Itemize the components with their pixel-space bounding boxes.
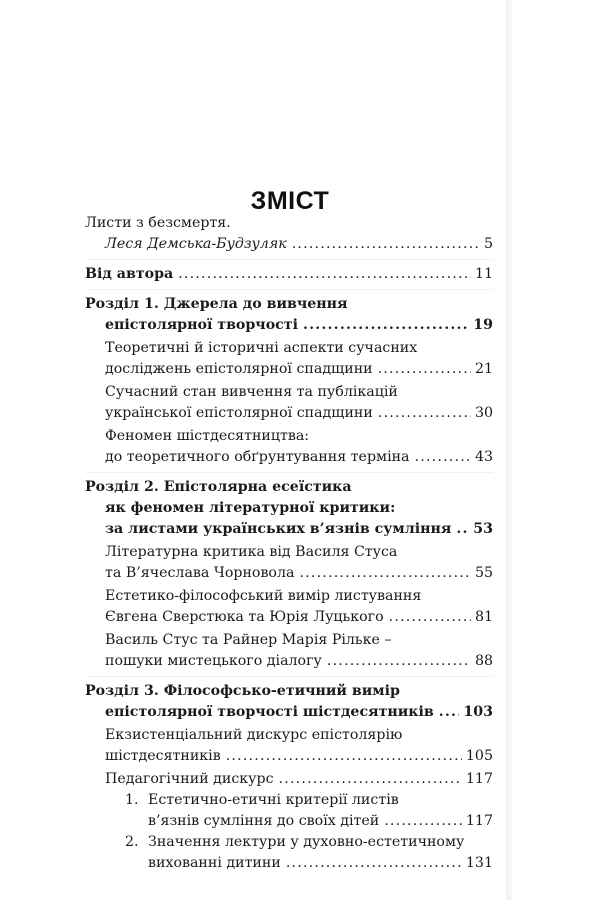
section-title-line: Феномен шістдесятництва:	[105, 428, 310, 444]
toc-entry-section[interactable]	[85, 725, 493, 767]
section-title-line: Євгена Сверстюка та Юрія Луцького	[105, 609, 384, 625]
section-title-line: пошуки мистецького діалогу	[105, 653, 322, 669]
dot-leader	[384, 811, 462, 832]
toc-entry-section[interactable]	[85, 338, 493, 380]
chapter-title-line: як феномен літературної критики:	[105, 500, 396, 516]
toc-entry-subsection[interactable]	[85, 832, 493, 874]
section-title-line: Екзистенціальний дискурс епістолярію	[105, 727, 403, 743]
chapter-title-line: Розділ 2. Епістолярна есеїстика	[85, 479, 352, 495]
dot-leader	[415, 447, 471, 468]
section-title-line: української епістолярної спадщини	[105, 405, 373, 421]
dot-leader	[286, 853, 462, 874]
page-number: 117	[465, 813, 493, 829]
toc-entry-author-note[interactable]	[85, 264, 493, 285]
dot-leader	[378, 359, 471, 380]
section-title-line: Сучасний стан вивчення та публікацій	[105, 384, 398, 400]
page-number: 103	[463, 704, 493, 720]
toc-entry-section[interactable]	[85, 382, 493, 424]
page-number: 117	[465, 771, 493, 787]
toc-group-chapter-2	[85, 472, 493, 676]
section-title-line: Педагогічний дискурс	[105, 771, 274, 787]
toc-entry-subsection[interactable]	[85, 790, 493, 832]
dot-leader	[226, 746, 462, 767]
page-edge	[506, 0, 512, 900]
section-title-line: шістдесятників	[105, 748, 221, 764]
entry-author: Леся Демська-Будзуляк	[105, 236, 287, 252]
toc-entry-section[interactable]	[85, 426, 493, 468]
page-title: ЗМІСТ	[250, 186, 330, 215]
toc-group-chapter-1	[85, 289, 493, 472]
table-of-contents	[85, 213, 493, 878]
item-number: 2.	[125, 834, 139, 850]
subsection-title-line: Естетично-етичні критерії листів	[148, 792, 399, 808]
dot-leader	[456, 519, 469, 540]
toc-entry-section[interactable]	[85, 586, 493, 628]
entry-title-line: Листи з безсмертя.	[85, 215, 231, 231]
chapter-title-line: за листами українських в’язнів сумління	[105, 521, 452, 537]
page-number: 105	[465, 748, 493, 764]
page-number: 30	[474, 405, 493, 421]
toc-entry-section[interactable]	[85, 630, 493, 672]
page-number: 131	[465, 855, 493, 871]
dot-leader	[378, 403, 471, 424]
chapter-title-line: Розділ 1. Джерела до вивчення	[85, 296, 348, 312]
page-number: 19	[473, 317, 493, 333]
dot-leader	[303, 315, 469, 336]
section-title-line: Василь Стус та Райнер Марія Рільке –	[105, 632, 392, 648]
chapter-title-line: епістолярної творчості шістдесятників	[105, 704, 434, 720]
toc-entry-section[interactable]	[85, 769, 493, 790]
page-number: 43	[474, 449, 493, 465]
toc-entry-chapter-1[interactable]	[85, 294, 493, 336]
dot-leader	[292, 234, 480, 255]
toc-entry-section[interactable]	[85, 542, 493, 584]
page-number: 88	[474, 653, 493, 669]
dot-leader	[178, 264, 471, 285]
toc-group-chapter-3	[85, 676, 493, 878]
section-title-line: досліджень епістолярної спадщини	[105, 361, 373, 377]
page-number: 21	[474, 361, 493, 377]
item-number: 1.	[125, 792, 139, 808]
toc-entry-chapter-3[interactable]	[85, 681, 493, 723]
dot-leader	[327, 651, 471, 672]
page-number: 53	[473, 521, 493, 537]
dot-leader	[279, 769, 462, 790]
toc-entry-foreword[interactable]	[85, 213, 493, 255]
section-title-line: та В’ячеслава Чорновола	[105, 565, 295, 581]
section-title-line: Теоретичні й історичні аспекти сучасних	[105, 340, 418, 356]
dot-leader	[389, 607, 471, 628]
toc-group-author-note	[85, 259, 493, 289]
subsection-title-line: вихованні дитини	[148, 855, 281, 871]
page-number: 55	[474, 565, 493, 581]
section-title-line: Літературна критика від Василя Стуса	[105, 544, 398, 560]
section-title-line: до теоретичного обґрунтування терміна	[105, 449, 410, 465]
subsection-title-line: Значення лектури у духовно-естетичному	[148, 834, 465, 850]
page-number: 5	[483, 236, 493, 252]
section-title-line: Естетико-філософський вимір листування	[105, 588, 422, 604]
dot-leader	[439, 702, 460, 723]
chapter-title-line: Розділ 3. Філософсько-етичний вимір	[85, 683, 400, 699]
chapter-title-line: епістолярної творчості	[105, 317, 298, 333]
entry-title: Від автора	[85, 266, 174, 282]
dot-leader	[299, 563, 470, 584]
toc-group-foreword	[85, 213, 493, 259]
subsection-title-line: в’язнів сумління до своїх дітей	[148, 813, 380, 829]
page-number: 81	[474, 609, 493, 625]
page-number: 11	[474, 266, 493, 282]
toc-entry-chapter-2[interactable]	[85, 477, 493, 540]
